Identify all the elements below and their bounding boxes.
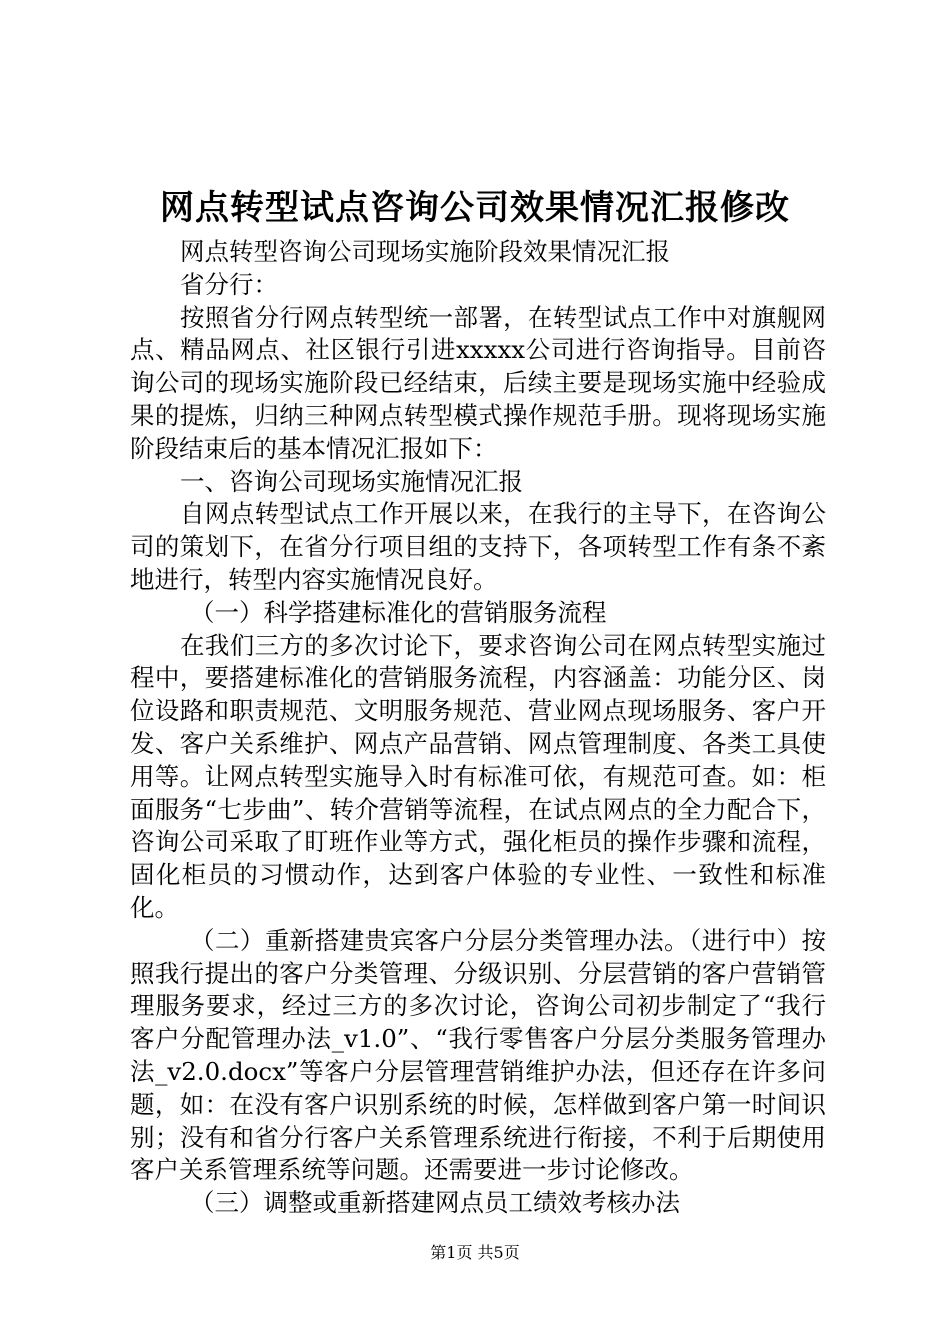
page-footer: 第1页 共5页 bbox=[430, 1243, 520, 1262]
section-heading-1: 一、咨询公司现场实施情况汇报 bbox=[180, 466, 523, 496]
salutation: 省分行： bbox=[180, 269, 278, 299]
subsection-heading-3: （三）调整或重新搭建网点员工绩效考核办法 bbox=[190, 1188, 680, 1218]
document-body bbox=[130, 236, 826, 1220]
paragraph-intro: 按照省分行网点转型统一部署，在转型试点工作中对旗舰网点、精品网点、社区银行引进xxxxx公司进行咨询指导。目前咨询公司的现场实施阶段已经结束，后续主要是现场实施中经验成果的提炼，归纳三种网点转型模式操作规范手册。现将现场实施阶段结束后的基本情况汇报如下： bbox=[130, 302, 826, 463]
paragraph-section-1: 自网点转型试点工作开展以来，在我行的主导下，在咨询公司的策划下，在省分行项目组的支持下，各项转型工作有条不紊地进行，转型内容实施情况良好。 bbox=[130, 499, 826, 594]
report-subtitle: 网点转型咨询公司现场实施阶段效果情况汇报 bbox=[180, 237, 670, 266]
subsection-heading-1: （一）科学搭建标准化的营销服务流程 bbox=[190, 597, 607, 627]
document-title: 网点转型试点咨询公司效果情况汇报修改 bbox=[160, 188, 790, 228]
paragraph-subsection-1: 在我们三方的多次讨论下，要求咨询公司在网点转型实施过程中，要搭建标准化的营销服务流程，内容涵盖：功能分区、岗位设路和职责规范、文明服务规范、营业网点现场服务、客户开发、客户关系维护、网点产品营销、网点管理制度、各类工具使用等。让网点转型实施导入时有标准可依，有规范可查。如：柜面服务“七步曲”、转介营销等流程，在试点网点的全力配合下，咨询公司采取了盯班作业等方式，强化柜员的操作步骤和流程，固化柜员的习惯动作，达到客户体验的专业性、一致性和标准化。 bbox=[130, 630, 826, 922]
paragraph-subsection-2: （二）重新搭建贵宾客户分层分类管理办法。（进行中）按照我行提出的客户分类管理、分级识别、分层营销的客户营销管理服务要求，经过三方的多次讨论，咨询公司初步制定了“我行客户分配管理办法_v1.0”、“我行零售客户分层分类服务管理办法_v2.0.docx”等客户分层管理营销维护办法，但还存在许多问题，如：在没有客户识别系统的时候，怎样做到客户第一时间识别；没有和省分行客户关系管理系统进行衔接，不利于后期使用客户关系管理系统等问题。还需要进一步讨论修改。 bbox=[130, 925, 826, 1185]
